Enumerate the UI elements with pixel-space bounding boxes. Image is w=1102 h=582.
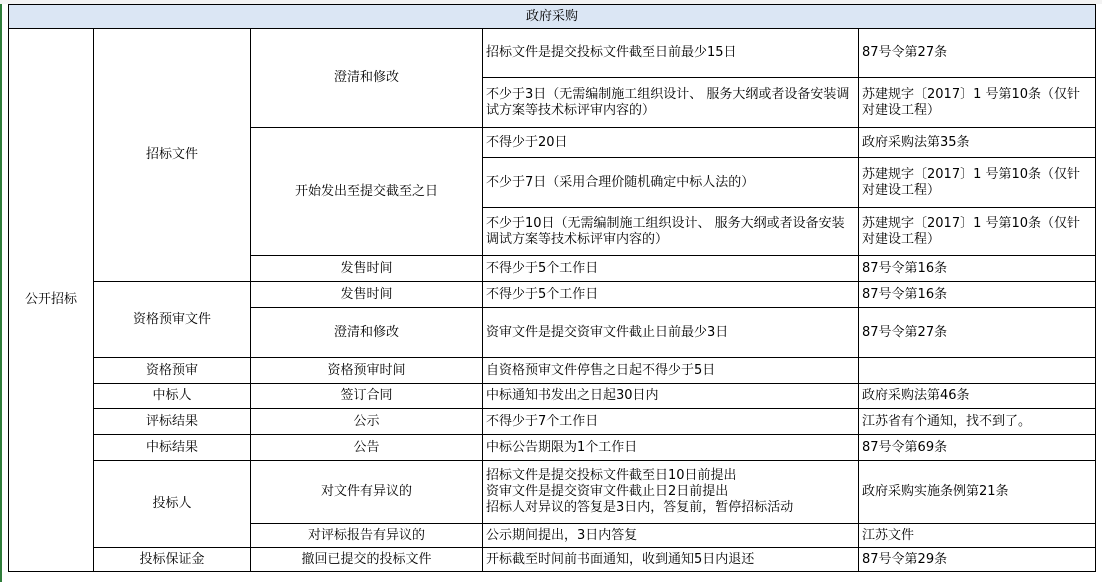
ref-cell[interactable]: 87号令第69条 — [859, 435, 1096, 461]
subcategory-cell[interactable]: 评标结果 — [94, 409, 251, 435]
desc-cell[interactable]: 公示期间提出，3日内答复 — [483, 524, 859, 548]
table-row — [9, 358, 1096, 384]
desc-cell[interactable]: 中标通知书发出之日起30日内 — [483, 384, 859, 409]
ref-cell[interactable]: 江苏文件 — [859, 524, 1096, 548]
item-cell[interactable]: 公示 — [251, 409, 483, 435]
desc-cell[interactable]: 不少于3日（无需编制施工组织设计、 服务大纲或者设备安装调试方案等技术标评审内容的） — [483, 78, 859, 128]
item-cell[interactable]: 澄清和修改 — [251, 308, 483, 358]
subcategory-cell[interactable]: 中标结果 — [94, 435, 251, 461]
ref-cell[interactable]: 87号令第27条 — [859, 308, 1096, 358]
table-row — [9, 409, 1096, 435]
subcategory-cell[interactable]: 中标人 — [94, 384, 251, 409]
subcategory-cell[interactable]: 投标保证金 — [94, 548, 251, 572]
desc-cell[interactable]: 招标文件是提交投标文件截至日前最少15日 — [483, 29, 859, 78]
table-row — [9, 461, 1096, 524]
ref-cell[interactable]: 87号令第27条 — [859, 29, 1096, 78]
item-cell[interactable]: 澄清和修改 — [251, 29, 483, 128]
ref-cell[interactable]: 87号令第29条 — [859, 548, 1096, 572]
item-cell[interactable]: 签订合同 — [251, 384, 483, 409]
ref-cell[interactable]: 87号令第16条 — [859, 256, 1096, 282]
subcategory-cell[interactable]: 投标人 — [94, 461, 251, 548]
item-cell[interactable]: 公告 — [251, 435, 483, 461]
subcategory-cell[interactable]: 资格预审文件 — [94, 282, 251, 358]
item-cell[interactable]: 发售时间 — [251, 256, 483, 282]
table-row — [9, 435, 1096, 461]
desc-cell[interactable]: 不得少于5个工作日 — [483, 282, 859, 308]
item-cell[interactable]: 资格预审时间 — [251, 358, 483, 384]
desc-line: 招标文件是提交投标文件截至日10日前提出 — [486, 468, 737, 483]
title-row — [9, 5, 1096, 29]
ref-cell[interactable]: 苏建规字〔2017〕1 号第10条（仅针对建设工程） — [859, 208, 1096, 256]
item-cell[interactable]: 开始发出至提交截至之日 — [251, 128, 483, 256]
desc-cell[interactable]: 中标公告期限为1个工作日 — [483, 435, 859, 461]
ref-cell[interactable]: 87号令第16条 — [859, 282, 1096, 308]
desc-line: 招标人对异议的答复是3日内，答复前，暂停招标活动 — [486, 500, 794, 515]
desc-cell[interactable]: 不少于10日（无需编制施工组织设计、 服务大纲或者设备安装调试方案等技术标评审内容的） — [483, 208, 859, 256]
ref-cell[interactable]: 江苏省有个通知，找不到了。 — [859, 409, 1096, 435]
table-row — [9, 384, 1096, 409]
sheet-left-edge — [0, 4, 2, 582]
table-row — [9, 29, 1096, 78]
item-cell[interactable]: 对文件有异议的 — [251, 461, 483, 524]
desc-cell[interactable]: 不少于7日（采用合理价随机确定中标人法的） — [483, 158, 859, 208]
desc-cell[interactable]: 不得少于7个工作日 — [483, 409, 859, 435]
desc-cell[interactable]: 不得少于20日 — [483, 128, 859, 158]
ref-cell[interactable]: 政府采购法第46条 — [859, 384, 1096, 409]
sheet-title[interactable]: 政府采购 — [9, 5, 1096, 29]
procurement-table — [8, 4, 1096, 572]
item-cell[interactable]: 对评标报告有异议的 — [251, 524, 483, 548]
ref-cell[interactable]: 政府采购实施条例第21条 — [859, 461, 1096, 524]
subcategory-cell[interactable]: 资格预审 — [94, 358, 251, 384]
ref-cell[interactable] — [859, 358, 1096, 384]
subcategory-cell[interactable]: 招标文件 — [94, 29, 251, 282]
desc-cell[interactable]: 不得少于5个工作日 — [483, 256, 859, 282]
category-cell[interactable]: 公开招标 — [9, 29, 94, 572]
table-row — [9, 548, 1096, 572]
desc-cell[interactable] — [483, 461, 859, 524]
ref-cell[interactable]: 政府采购法第35条 — [859, 128, 1096, 158]
desc-line: 资审文件是提交资审文件截止日2日前提出 — [486, 484, 729, 499]
desc-cell[interactable]: 资审文件是提交资审文件截止日前最少3日 — [483, 308, 859, 358]
item-cell[interactable]: 撤回已提交的投标文件 — [251, 548, 483, 572]
ref-cell[interactable]: 苏建规字〔2017〕1 号第10条（仅针对建设工程） — [859, 158, 1096, 208]
ref-cell[interactable]: 苏建规字〔2017〕1 号第10条（仅针对建设工程） — [859, 78, 1096, 128]
table-row — [9, 282, 1096, 308]
desc-cell[interactable]: 开标截至时间前书面通知，收到通知5日内退还 — [483, 548, 859, 572]
item-cell[interactable]: 发售时间 — [251, 282, 483, 308]
desc-cell[interactable]: 自资格预审文件停售之日起不得少于5日 — [483, 358, 859, 384]
